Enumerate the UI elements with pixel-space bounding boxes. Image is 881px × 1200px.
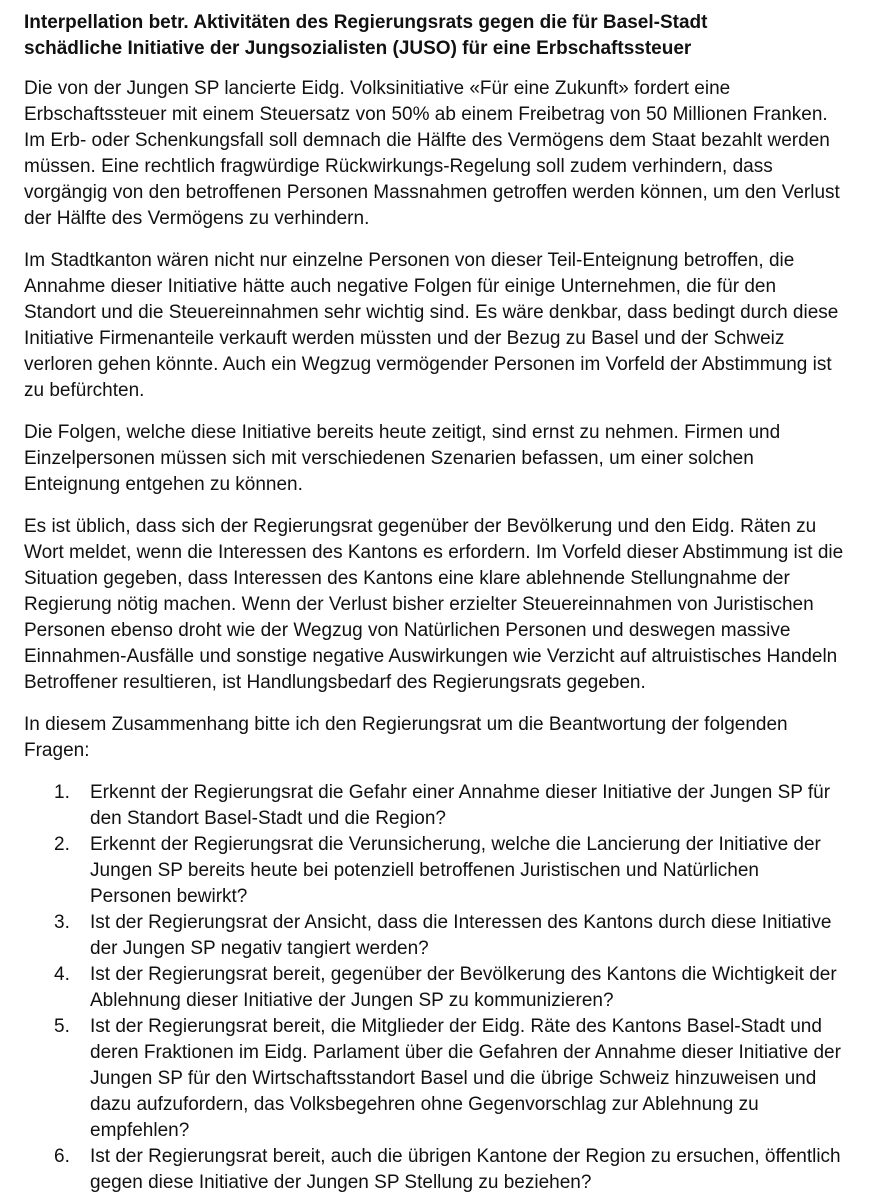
- question-number: 3.: [54, 912, 70, 933]
- question-number: 1.: [54, 782, 70, 803]
- question-text: Ist der Regierungsrat bereit, die Mitglieder der Eidg. Räte des Kantons Basel-Stadt und deren Fraktionen im Eidg. Parlament über die Gefahren der Annahme dieser Initiative der Jungen SP für den Wirtschaftsstandort Basel und die übrige Schweiz hinzuweisen und dazu aufzufordern, das Volksbegehren ohne Gegenvorschlag zur Ablehnung zu empfehlen?: [90, 1016, 841, 1141]
- title-line-2: schädliche Initiative der Jungsozialisten (JUSO) für eine Erbschaftssteuer: [24, 38, 692, 59]
- question-list: [24, 780, 845, 1196]
- question-text: Ist der Regierungsrat bereit, gegenüber der Bevölkerung des Kantons die Wichtigkeit der Ablehnung dieser Initiative der Jungen SP zu kommunizieren?: [90, 964, 837, 1011]
- question-text: Ist der Regierungsrat bereit, auch die übrigen Kantone der Region zu ersuchen, öffentlich gegen diese Initiative der Jungen SP Stellung zu beziehen?: [90, 1146, 841, 1193]
- question-item: [24, 832, 845, 910]
- question-item: [24, 780, 845, 832]
- paragraph-question-intro: In diesem Zusammenhang bitte ich den Regierungsrat um die Beantwortung der folgenden Fragen:: [24, 714, 788, 761]
- question-text: Erkennt der Regierungsrat die Gefahr einer Annahme dieser Initiative der Jungen SP für den Standort Basel-Stadt und die Region?: [90, 782, 831, 829]
- title-line-1: Interpellation betr. Aktivitäten des Regierungsrats gegen die für Basel-Stadt: [24, 12, 708, 33]
- paragraph-initiative-summary: Die von der Jungen SP lancierte Eidg. Volksinitiative «Für eine Zukunft» fordert eine Erbschaftssteuer mit einem Steuersatz von 50% ab einem Freibetrag von 50 Millionen Franken. Im Erb- oder Schenkungsfall soll demnach die Hälfte des Vermögens dem Staat bezahlt werden müssen. Eine rechtlich fragwürdige Rückwirkungs-Regelung soll zudem verhindern, dass vorgängig von den betroffenen Personen Massnahmen getroffen werden können, um den Verlust der Hälfte des Vermögens zu verhindern.: [24, 78, 840, 229]
- paragraph-consequences-city: Im Stadtkanton wären nicht nur einzelne Personen von dieser Teil-Enteignung betroffen, die Annahme dieser Initiative hätte auch negative Folgen für einige Unternehmen, die für den Standort und die Steuereinnahmen sehr wichtig sind. Es wäre denkbar, dass bedingt durch diese Initiative Firmenanteile verkauft werden müssten und der Bezug zu Basel und der Schweiz verloren gehen könnte. Auch ein Wegzug vermögender Personen im Vorfeld der Abstimmung ist zu befürchten.: [24, 250, 839, 401]
- question-number: 4.: [54, 964, 70, 985]
- question-number: 5.: [54, 1016, 70, 1037]
- question-text: Ist der Regierungsrat der Ansicht, dass die Interessen des Kantons durch diese Initiative der Jungen SP negativ tangiert werden?: [90, 912, 832, 959]
- question-item: [24, 1144, 845, 1196]
- document-title: [24, 10, 845, 62]
- question-text: Erkennt der Regierungsrat die Verunsicherung, welche die Lancierung der Initiative der Jungen SP bereits heute bei potenziell betroffenen Juristischen und Natürlichen Personen bewirkt?: [90, 834, 821, 907]
- question-number: 2.: [54, 834, 70, 855]
- paragraph-current-effects: Die Folgen, welche diese Initiative bereits heute zeitigt, sind ernst zu nehmen. Firmen und Einzelpersonen müssen sich mit verschiedenen Szenarien befassen, um einer solchen Enteignung entgehen zu können.: [24, 422, 781, 495]
- question-item: [24, 910, 845, 962]
- question-item: [24, 962, 845, 1014]
- paragraph-government-role: Es ist üblich, dass sich der Regierungsrat gegenüber der Bevölkerung und den Eidg. Räten zu Wort meldet, wenn die Interessen des Kantons es erfordern. Im Vorfeld dieser Abstimmung ist die Situation gegeben, dass Interessen des Kantons eine klare ablehnende Stellungnahme der Regierung nötig machen. Wenn der Verlust bisher erzielter Steuereinnahmen von Juristischen Personen ebenso droht wie der Wegzug von Natürlichen Personen und deswegen massive Einnahmen-Ausfälle und sonstige negative Auswirkungen wie Verzicht auf altruistisches Handeln Betroffener resultieren, ist Handlungsbedarf des Regierungsrats gegeben.: [24, 516, 844, 693]
- question-number: 6.: [54, 1146, 70, 1167]
- question-item: [24, 1014, 845, 1144]
